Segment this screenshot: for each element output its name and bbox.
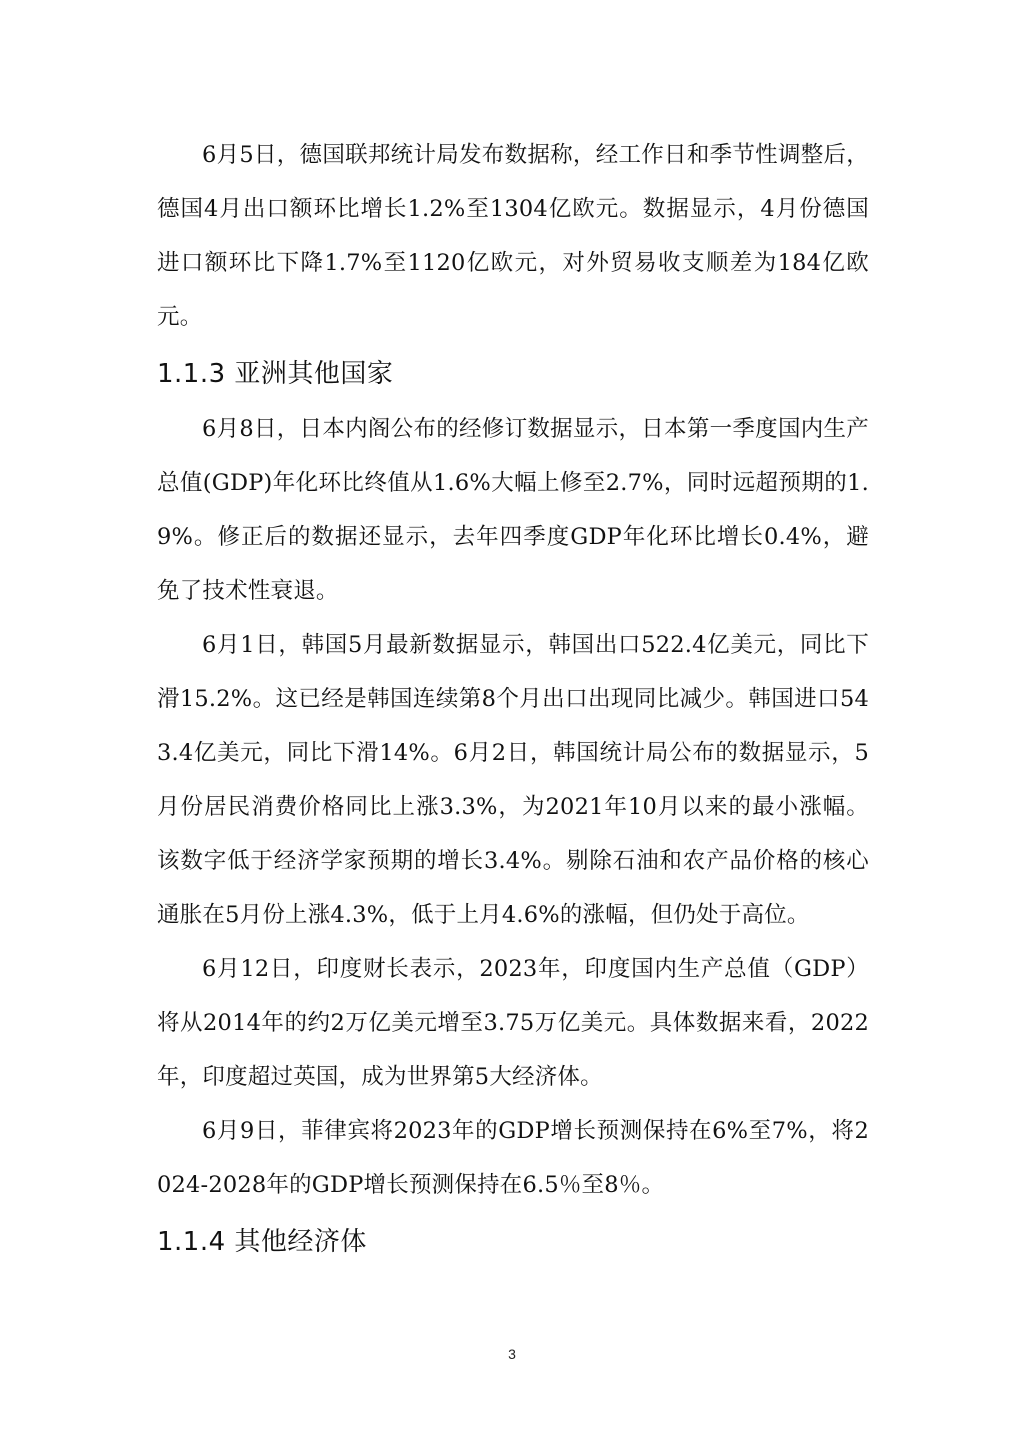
paragraph-philippines-gdp: 6月9日，菲律宾将2023年的GDP增长预测保持在6%至7%，将2024-2028年的GDP增长预测保持在6.5％至8％。 (157, 1118, 869, 1198)
paragraph-korea-trade: 6月1日，韩国5月最新数据显示，韩国出口522.4亿美元，同比下滑15.2%。这已经是韩国连续第8个月出口出现同比减少。韩国进口543.4亿美元，同比下滑14%。6月2日，韩国统计局公布的数据显示，5月份居民消费价格同比上涨3.3%，为2021年10月以来的最小涨幅。该数字低于经济学家预期的增长3.4%。剔除石油和农产品价格的核心通胀在5月份上涨4.3%，低于上月4.6%的涨幅，但仍处于高位。 (157, 632, 869, 928)
section-heading-asia: 1.1.3 亚洲其他国家 (157, 359, 394, 389)
page-number: 3 (508, 1346, 516, 1362)
paragraph-india-gdp: 6月12日，印度财长表示，2023年，印度国内生产总值（GDP）将从2014年的约2万亿美元增至3.75万亿美元。具体数据来看，2022年，印度超过英国，成为世界第5大经济体。 (157, 956, 869, 1090)
section-heading-other-economies: 1.1.4 其他经济体 (157, 1227, 367, 1257)
paragraph-germany-trade: 6月5日，德国联邦统计局发布数据称，经工作日和季节性调整后，德国4月出口额环比增长1.2%至1304亿欧元。数据显示，4月份德国进口额环比下降1.7%至1120亿欧元，对外贸易收支顺差为184亿欧元。 (157, 142, 869, 330)
document-body (157, 128, 869, 1270)
paragraph-japan-gdp: 6月8日，日本内阁公布的经修订数据显示，日本第一季度国内生产总值(GDP)年化环比终值从1.6%大幅上修至2.7%，同时远超预期的1.9%。修正后的数据还显示，去年四季度GDP年化环比增长0.4%，避免了技术性衰退。 (157, 416, 869, 604)
